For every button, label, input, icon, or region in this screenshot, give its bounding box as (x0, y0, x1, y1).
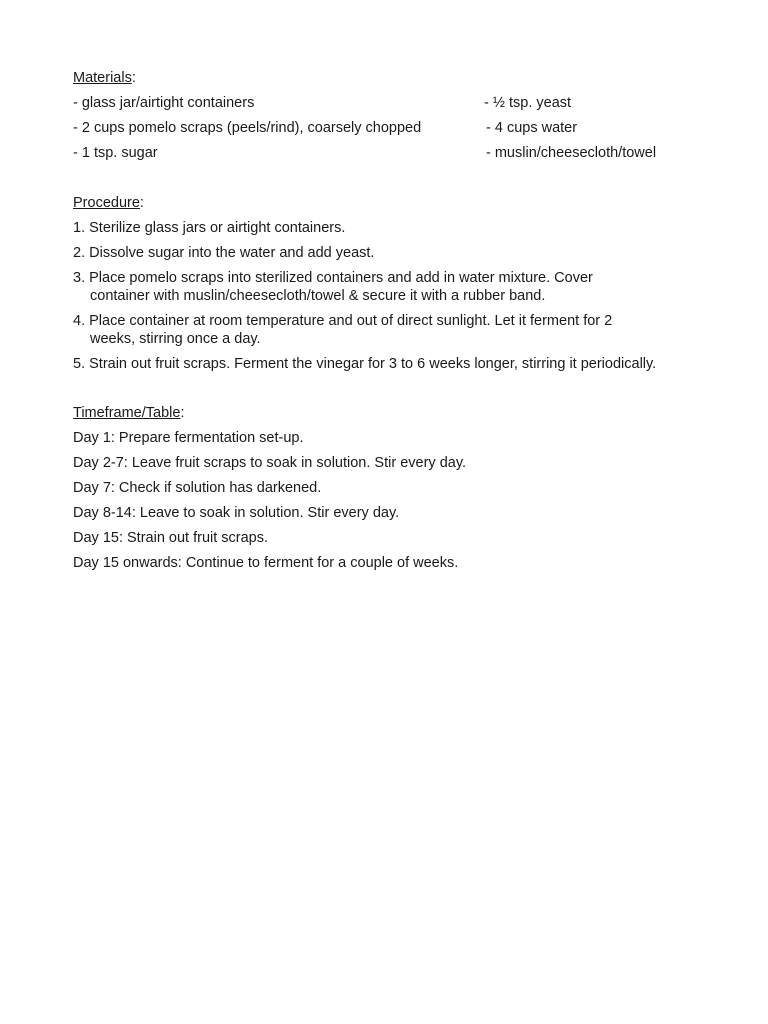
procedure-section (73, 194, 733, 373)
timeframe-day: Day 15: Strain out fruit scraps. (73, 530, 269, 546)
procedure-heading-colon: : (139, 195, 144, 211)
procedure-step (73, 219, 733, 237)
timeframe-day: Day 15 onwards: Continue to ferment for a couple of weeks. (73, 555, 459, 571)
procedure-heading (73, 194, 733, 212)
materials-item: - muslin/cheesecloth/towel (486, 145, 657, 161)
procedure-step (73, 355, 733, 373)
materials-item: - 2 cups pomelo scraps (peels/rind), coarsely chopped (73, 120, 422, 136)
procedure-heading-text: Procedure (73, 195, 140, 211)
procedure-step-line: 4. Place container at room temperature and out of direct sunlight. Let it ferment for 2 (73, 313, 613, 329)
timeframe-day: Day 1: Prepare fermentation set-up. (73, 430, 304, 446)
materials-row (73, 137, 713, 162)
timeframe-day: Day 7: Check if solution has darkened. (73, 480, 322, 496)
materials-section (73, 69, 713, 162)
procedure-step (73, 312, 733, 348)
timeframe-day: Day 8-14: Leave to soak in solution. Stir every day. (73, 505, 400, 521)
timeframe-day: Day 2-7: Leave fruit scraps to soak in solution. Stir every day. (73, 455, 467, 471)
materials-heading-colon: : (131, 70, 136, 86)
materials-row (73, 87, 713, 112)
procedure-step-continuation: container with muslin/cheesecloth/towel & secure it with a rubber band. (90, 288, 546, 304)
materials-item: - ½ tsp. yeast (484, 95, 572, 111)
procedure-step-continuation: weeks, stirring once a day. (90, 331, 261, 347)
procedure-step-line: 5. Strain out fruit scraps. Ferment the vinegar for 3 to 6 weeks longer, stirring it periodically. (73, 356, 657, 372)
timeframe-heading (73, 404, 713, 422)
materials-item: - 1 tsp. sugar (73, 145, 158, 161)
procedure-step (73, 269, 733, 305)
materials-item: - 4 cups water (486, 120, 578, 136)
procedure-step-line: 3. Place pomelo scraps into sterilized containers and add in water mixture. Cover (73, 270, 593, 286)
timeframe-heading-text: Timeframe/Table (73, 405, 181, 421)
materials-item: - glass jar/airtight containers (73, 95, 255, 111)
timeframe-heading-colon: : (180, 405, 185, 421)
procedure-step-line: 2. Dissolve sugar into the water and add yeast. (73, 245, 375, 261)
materials-heading (73, 69, 713, 87)
timeframe-section (73, 404, 713, 572)
materials-heading-text: Materials (73, 70, 132, 86)
procedure-step (73, 244, 733, 262)
materials-row (73, 112, 713, 137)
procedure-step-line: 1. Sterilize glass jars or airtight containers. (73, 220, 346, 236)
